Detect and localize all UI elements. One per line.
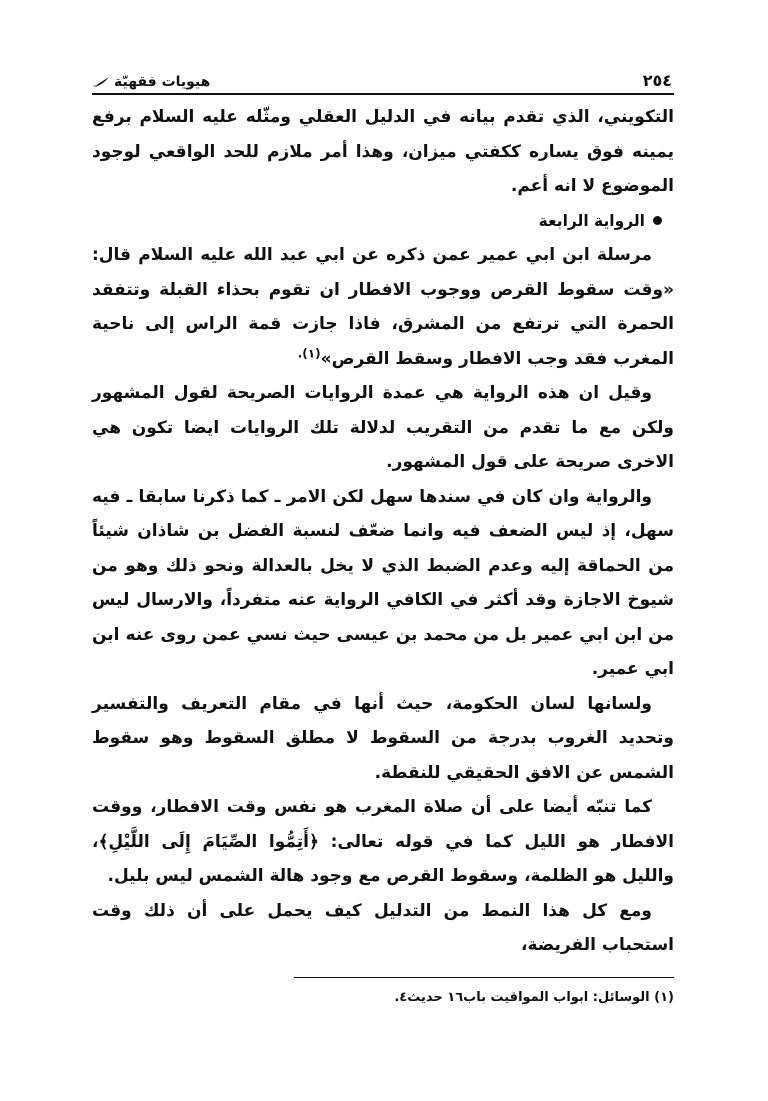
text-line: ليس الضعف فيه وانما ضعّف لنسبة الفضل بن شاذان شيئاً من الحماقة إليه وعدم	[92, 521, 675, 576]
text-line: كما تنبّه أيضا على أن صلاة المغرب هو نفس وقت الافطار، ووقت الافطار هو	[92, 797, 674, 852]
running-title	[92, 74, 210, 90]
text-line: ومع كل هذا النمط من التدليل كيف يحمل على أن ذلك وقت استحباب الفريضة،	[92, 900, 674, 955]
main-text	[92, 100, 674, 963]
text-line: ووجوب الافطار ان تقوم بحذاء القبلة وتتفقد الحمرة التي ترتفع من المشرق، فاذا جازت	[92, 279, 674, 334]
bullet-icon	[653, 216, 662, 225]
text-line: قمة الراس إلى ناحية المغرب فقد وجب الافطار وسقط القرص»	[92, 314, 674, 369]
text-line: للنقطة.	[374, 762, 441, 783]
paragraph	[92, 790, 674, 894]
header-divider	[92, 93, 674, 95]
section-heading-text: الرواية الرابعة	[538, 211, 645, 230]
paragraph	[92, 894, 674, 963]
text-line: الليل كما في قوله تعالى: ﴿أَتِمُّوا الصِّيَامَ إِلَى اللَّيْلِ﴾، والليل هو الظلمة، وسقوط	[92, 831, 674, 886]
footnote: (١) الوسائل: ابواب المواقيت باب١٦ حديث٤.	[394, 990, 674, 1005]
paragraph	[92, 376, 674, 480]
text-line: بدرجة من السقوط لا مطلق السقوط وهو سقوط الشمس عن الافق الحقيقي	[92, 728, 674, 783]
page-number: ٢٥٤	[642, 71, 672, 90]
paragraph	[92, 238, 674, 376]
text-line: مرسلة ابن ابي عمير عمن ذكره عن ابي عبد الله عليه السلام قال: «وقت سقوط القرص	[92, 245, 674, 300]
footnote-divider	[294, 977, 674, 978]
text-line: والرواية وان كان في سندها سهل لكن الامر ـ كما ذكرنا سابقا ـ فيه سهل، إذ	[92, 486, 674, 541]
footnote-reference[interactable]: (١).	[297, 345, 321, 360]
page-header	[92, 60, 674, 90]
text-line: الضبط الذي لا يخل بالعدالة ونحو ذلك وهو من شيوخ الاجازة وقد أكثر في	[92, 555, 674, 610]
text-line: القرص مع وجود هالة الشمس ليس بليل.	[107, 866, 445, 886]
text-line: ميزان، وهذا أمر ملازم للحد الواقعي لوجود الموضوع لا انه أعم.	[92, 141, 674, 196]
text-line: التكويني، الذي تقدم بيانه في الدليل العقلي ومثّله عليه السلام برفع يمينه فوق يساره ككفتي	[92, 107, 674, 162]
paragraph	[92, 100, 674, 204]
text-line: تقدم من التقريب لدلالة تلك الروايات ايضا تكون هي الاخرى صريحة على قول	[92, 417, 674, 472]
section-heading	[92, 204, 674, 239]
quill-icon	[92, 76, 110, 88]
text-line: الكافي الرواية عنه متفرداً، والارسال ليس من ابن ابي عمير بل من محمد بن	[92, 590, 674, 645]
paragraph	[92, 687, 674, 791]
book-page	[92, 60, 674, 1080]
text-line: ولسانها لسان الحكومة، حيث أنها في مقام التعريف والتفسير وتحديد الغروب	[92, 693, 674, 748]
text-line: عيسى حيث نسي عمن روى عنه ابن ابي عمير.	[92, 624, 674, 679]
paragraph	[92, 480, 674, 687]
text-line: المشهور.	[386, 452, 466, 472]
running-title-text: هيويات فقهيّة	[114, 74, 211, 90]
text-line: وقيل ان هذه الرواية هي عمدة الروايات الصريحة لقول المشهور ولكن مع ما	[92, 383, 674, 438]
